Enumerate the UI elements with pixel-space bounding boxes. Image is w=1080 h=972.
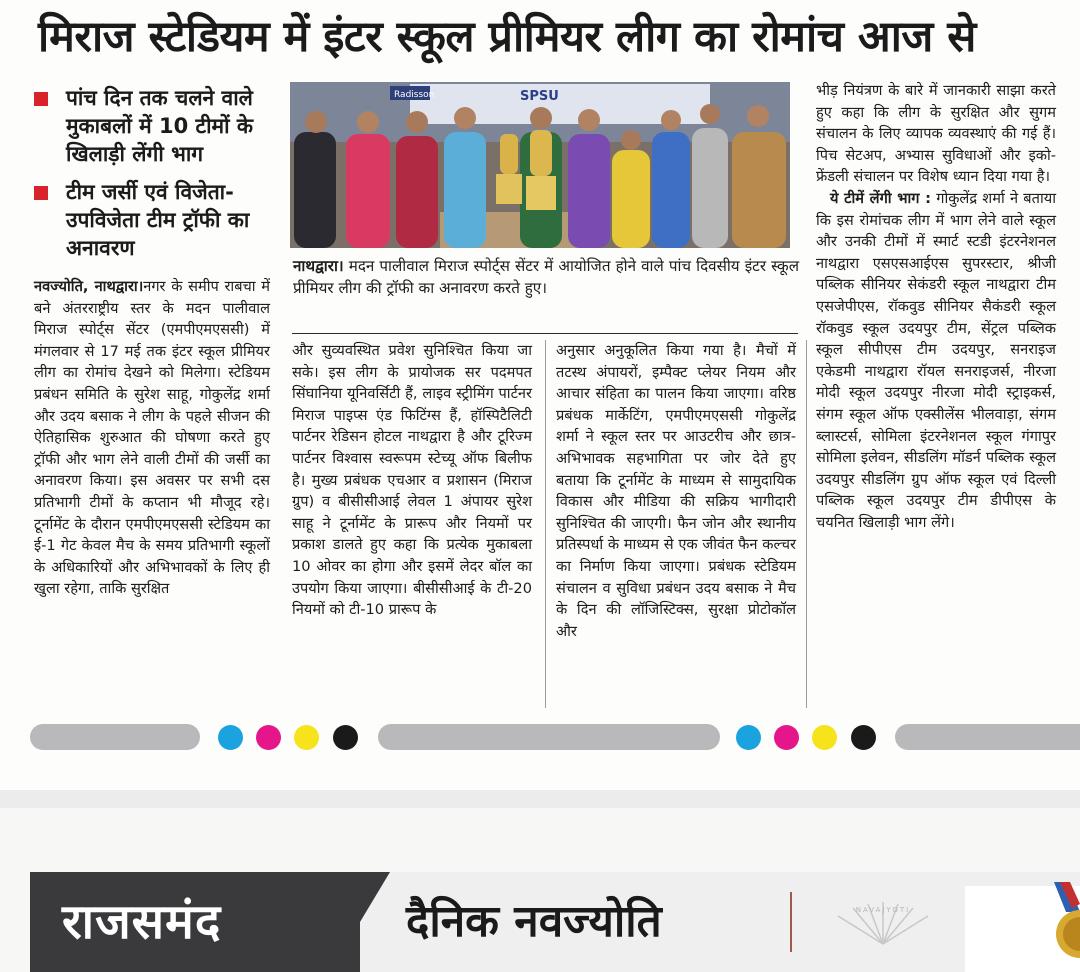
sub-heading: ये टीमें लेंगी भाग : xyxy=(830,189,931,207)
magenta-dot-icon xyxy=(774,725,799,750)
caption-rule xyxy=(292,333,798,334)
banner-sponsor-text: SPSU xyxy=(520,89,559,104)
news-photo xyxy=(290,82,790,248)
registration-bar xyxy=(895,724,1080,750)
red-square-bullet-icon xyxy=(34,186,48,200)
yellow-dot-icon xyxy=(294,725,319,750)
article-column-2 xyxy=(292,340,532,621)
cyan-dot-icon xyxy=(218,725,243,750)
article-text: अनुसार अनुकूलित किया गया है। मैचों में तटस्थ अंपायरों, इम्पैक्ट प्लेयर नियम और आचार संहिता का पालन किया जाएगा। वरिष्ठ प्रबंधक मार्केटिंग, एमपीएमएससी गोकुलेंद्र शर्मा ने स्कूल स्तर पर आउटरीच और छात्र-अभिभावक सहभागिता पर जोर देते हुए बताया कि टूर्नामेंट के माध्यम से सामुदायिक विकास और मीडिया की सक्रिय भागीदारी सुनिश्चित की जाएगी। फैन जोन और स्थानीय प्रतिस्पर्धा के माध्यम से एक जीवंत फैन कल्चर का निर्माण किया जाएगा। प्रबंधक स्टेडियम संचालन व सुविधा प्रबंधन उदय बसाक ने मैच के दिन की लॉजिस्टिक्स, सुरक्षा प्रोटोकॉल और xyxy=(556,342,796,640)
page-separator xyxy=(0,790,1080,808)
red-square-bullet-icon xyxy=(34,92,48,106)
article-column-4 xyxy=(816,80,1056,533)
black-dot-icon xyxy=(333,725,358,750)
highlight-text: पांच दिन तक चलने वाले मुकाबलों में 10 टीमों के खिलाड़ी लेंगी भाग xyxy=(66,86,253,166)
dateline: नवज्योति, नाथद्वारा। xyxy=(34,278,144,295)
medal-icon xyxy=(1040,882,1080,972)
photo-caption xyxy=(293,256,799,299)
article-column-1 xyxy=(34,276,270,600)
footer-band xyxy=(30,872,1080,972)
section-title: राजसमंद xyxy=(62,894,222,950)
highlight-item xyxy=(34,178,274,262)
yellow-dot-icon xyxy=(812,725,837,750)
banner-brand-text: Radisson xyxy=(394,90,435,100)
caption-text: मदन पालीवाल मिराज स्पोर्ट्स सेंटर में आयोजित होने वाले पांच दिवसीय इंटर स्कूल प्रीमियर लीग की ट्रॉफी का अनावरण करते हुए। xyxy=(293,257,799,297)
article-text: और सुव्यवस्थित प्रवेश सुनिश्चित किया जा सके। इस लीग के प्रायोजक सर पदमपत सिंघानिया यूनिवर्सिटी हैं, लाइव स्ट्रीमिंग पार्टनर मिराज पाइप्स एंड फिटिंग्स हैं, हॉस्पिटैलिटी पार्टनर रेडिसन होटल नाथद्वारा है और टूरिज्म पार्टनर विश्वास स्वरूपम स्टेच्यू ऑफ बिलीफ है। मुख्य प्रबंधक एचआर व प्रशासन (मिराज ग्रुप) व बीसीसीआई लेवल 1 अंपायर सुरेश साहू ने टूर्नामेंट के प्रारूप और नियमों पर प्रकाश डालते हुए कहा कि प्रत्येक मुकाबला 10 ओवर का होगा और इसमें लेदर बॉल का उपयोग किया जाएगा। बीसीसीआई के टी-20 नियमों को टी-10 प्रारूप के xyxy=(292,342,532,619)
section-block-slope xyxy=(330,872,390,972)
logo-text: NAVAJYOTI xyxy=(855,906,911,914)
article-column-3 xyxy=(556,340,796,642)
cyan-dot-icon xyxy=(736,725,761,750)
highlight-text: टीम जर्सी एवं विजेता-उपविजेता टीम ट्रॉफी का अनावरण xyxy=(66,180,250,260)
magenta-dot-icon xyxy=(256,725,281,750)
sun-logo-icon xyxy=(808,894,958,952)
registration-bar xyxy=(30,724,200,750)
headline: मिराज स्टेडियम में इंटर स्कूल प्रीमियर लीग का रोमांच आज से xyxy=(38,12,976,62)
column-divider xyxy=(545,340,546,708)
black-dot-icon xyxy=(851,725,876,750)
footer-divider xyxy=(790,892,792,952)
article-text: नगर के समीप राबचा में बने अंतरराष्ट्रीय स्तर के मदन पालीवाल मिराज स्पोर्ट्स सेंटर (एमपीएमएससी) में मंगलवार से 17 मई तक इंटर स्कूल प्रीमियर लीग का रोमांच देखने को मिलेगा। स्टेडियम प्रबंधन समिति के सुरेश साहू, गोकुलेंद्र शर्मा और उदय बसाक ने लीग के पहले सीजन की ऐतिहासिक शुरुआत की घोषणा करते हुए ट्रॉफी और भाग लेने वाली टीमों की जर्सी का अनावरण किया। इस अवसर पर सभी दस प्रतिभागी टीमों के कप्तान भी मौजूद रहे। टूर्नामेंट के दौरान एमपीएमएससी स्टेडियम का ई-1 गेट केवल मैच के समय प्रतिभागी स्कूलों के अधिकारियों और अभिभावकों के लिए ही खुला रहेगा, ताकि सुरक्षित xyxy=(34,278,270,598)
highlight-item xyxy=(34,84,274,168)
caption-lead: नाथद्वारा। xyxy=(293,257,344,275)
registration-bar xyxy=(378,724,720,750)
highlights xyxy=(34,84,274,272)
article-text: भीड़ नियंत्रण के बारे में जानकारी साझा करते हुए कहा कि लीग के सुरक्षित और सुगम संचालन के लिए व्यापक व्यवस्थाएं की गई हैं। पिच सेटअप, अभ्यास सुविधाओं और इको-फ्रेंडली संचालन पर विशेष ध्यान दिया गया है। xyxy=(816,82,1056,186)
article-text: गोकुलेंद्र शर्मा ने बताया कि इस रोमांचक लीग में भाग लेने वाले स्कूल और उनकी टीमों में स्मार्ट स्टडी इंटरनेशनल नाथद्वारा एसएसआईएस सुपरस्टार, श्रीजी पब्लिक सीनियर सेकंडरी स्कूल नाथद्वारा टीम एसजेपीएस, रॉकवुड सीनियर सैकंडरी स्कूल रॉकवुड स्कूल उदयपुर टीम, सेंट्रल पब्लिक स्कूल सीपीएस टीम उदयपुर, सनराइज एकेडमी नाथद्वारा रॉयल सनराइजर्स, नीरजा मोदी स्कूल उदयपुर नीरजा मोदी स्ट्राइकर्स, संगम स्कूल ऑफ एक्सीलेंस भीलवाड़ा, संगम ब्लास्टर्स, सोमिला इंटरनेशनल स्कूल गंगापुर सोमिला इलेवन, सीडलिंग मॉडर्न पब्लिक स्कूल उदयपुर सीडलिंग ग्रुप ऑफ स्कूल एवं दिल्ली पब्लिक स्कूल उदयपुर टीम डीपीएस के चयनित खिलाड़ी भाग लेंगे। xyxy=(816,189,1056,531)
column-divider xyxy=(806,340,807,708)
paper-name: दैनिक नवज्योति xyxy=(406,896,662,947)
